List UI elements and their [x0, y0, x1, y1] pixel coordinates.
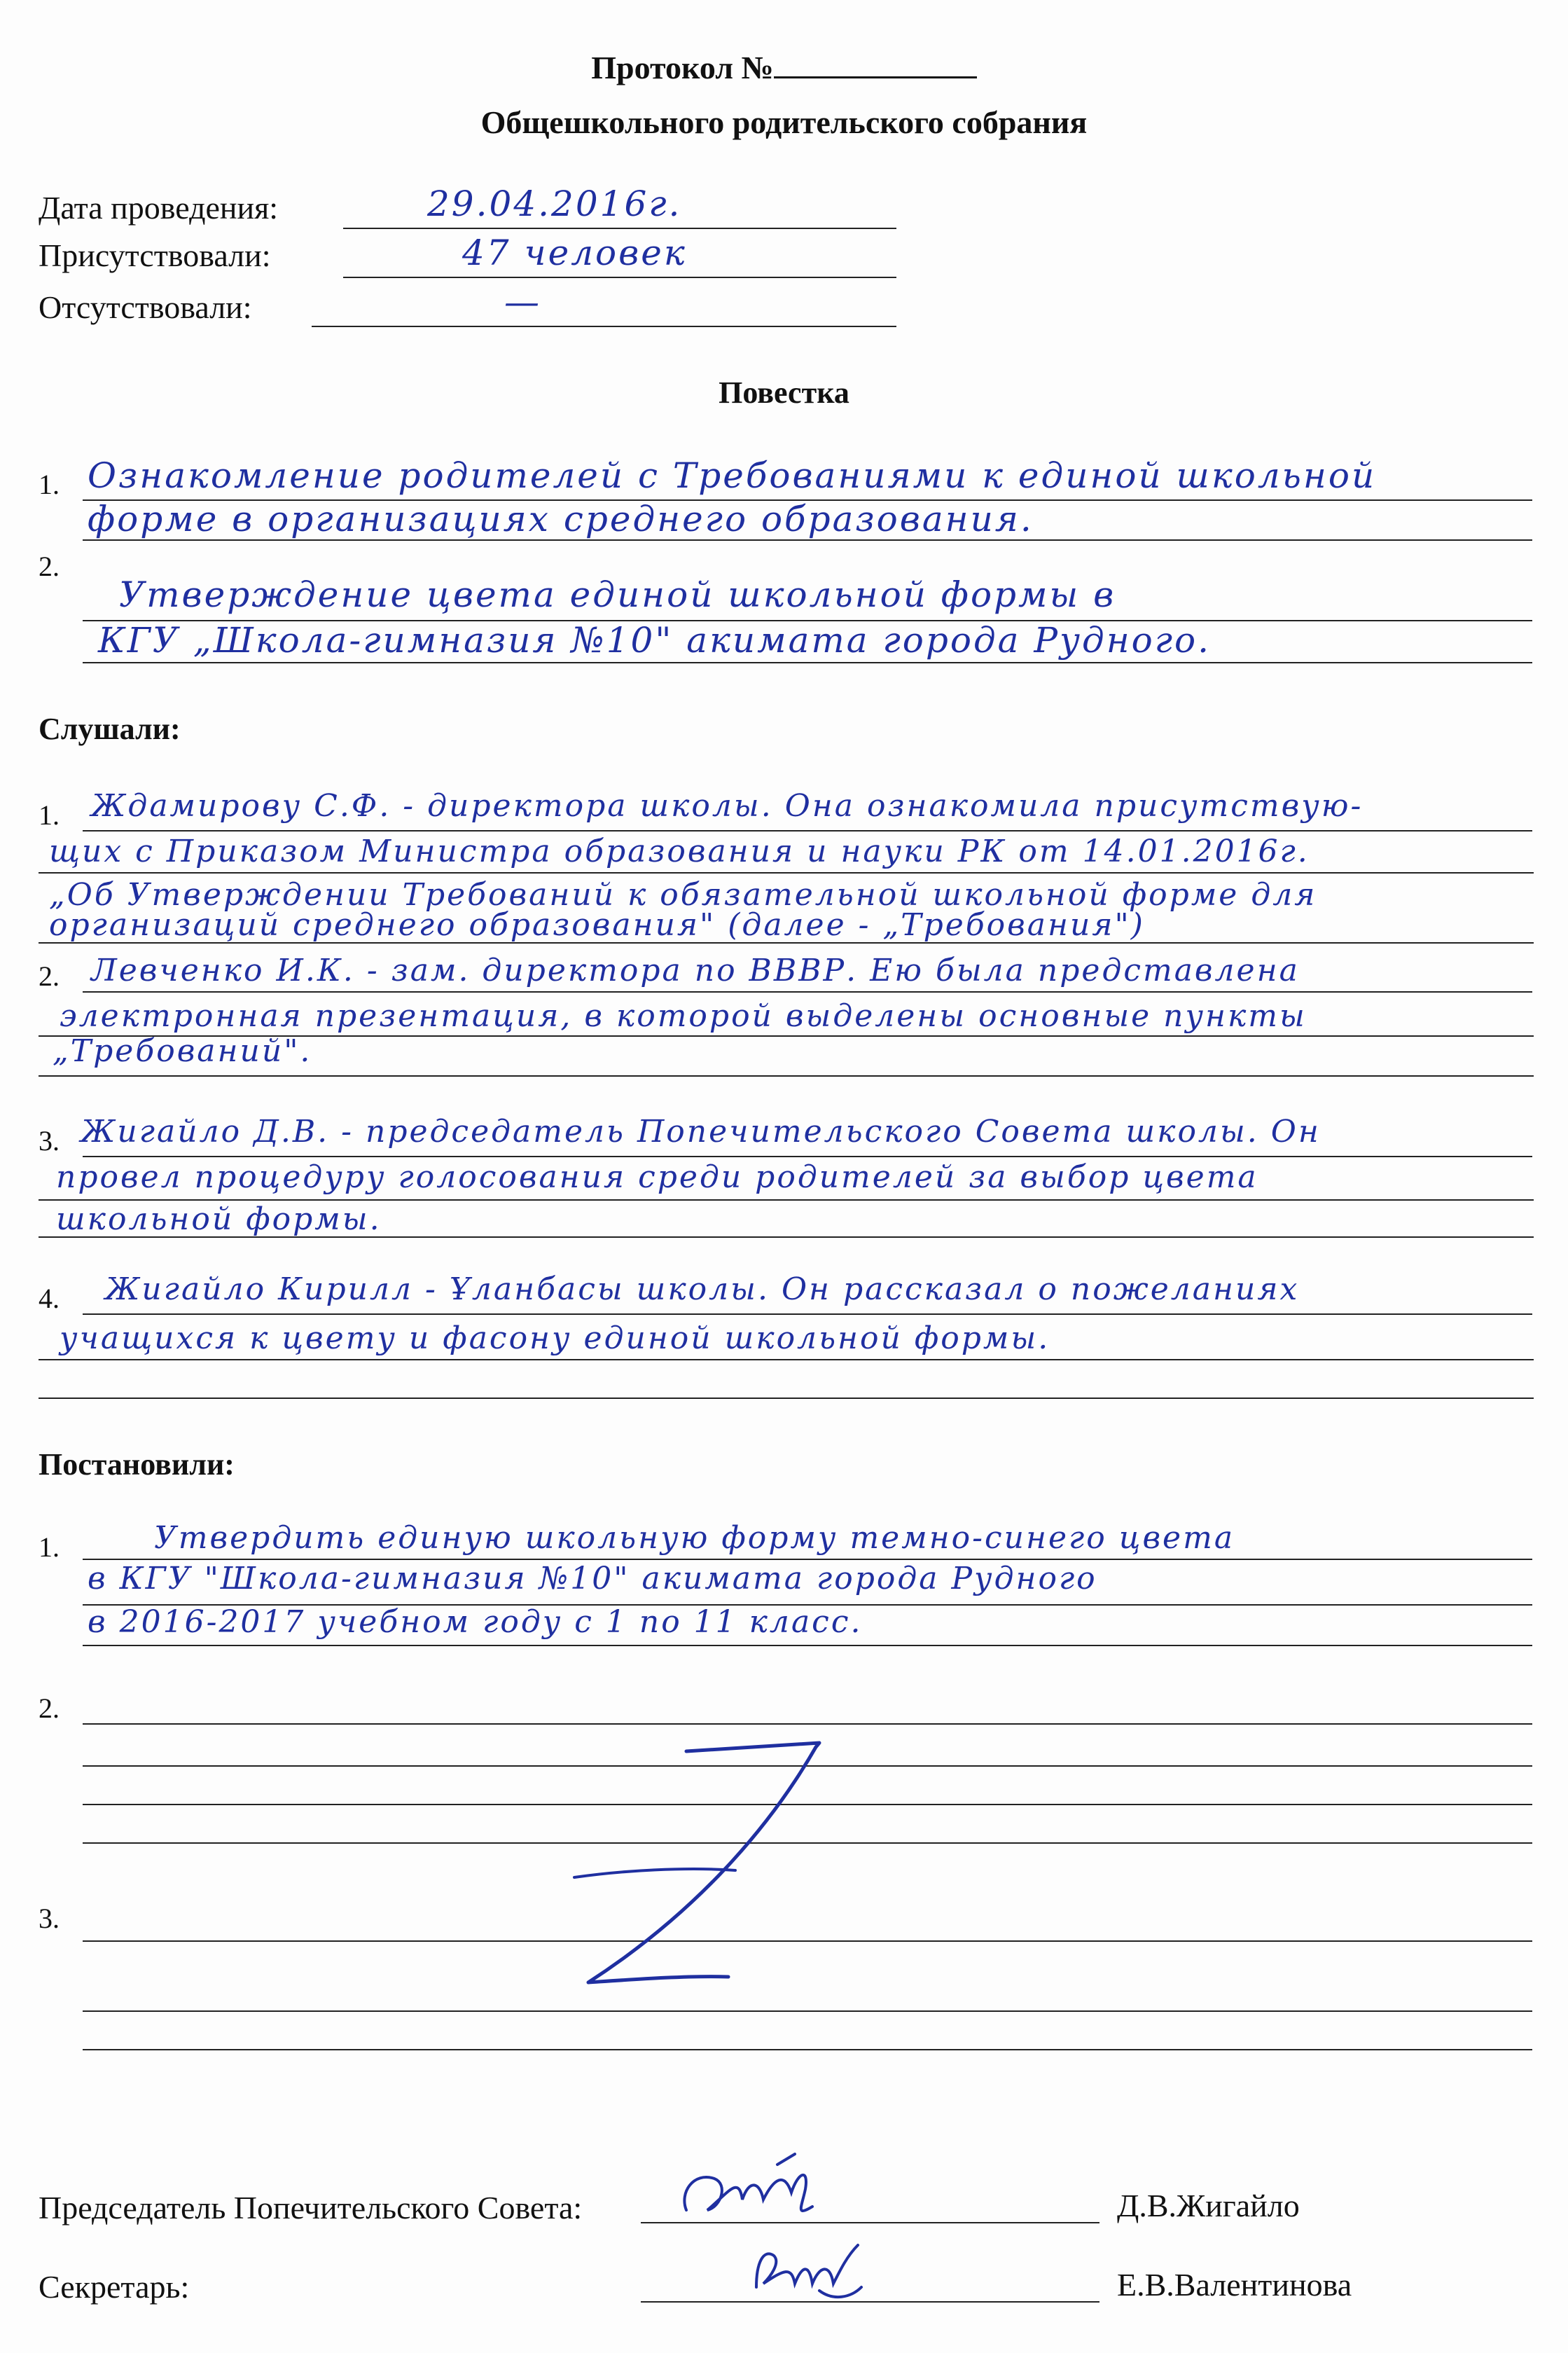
- resolved-heading: Постановили:: [39, 1447, 235, 1482]
- agenda-item-2-line-2: КГУ „Школа-гимназия №10" акимата города Рудного.: [98, 620, 1212, 661]
- chairman-label: Председатель Попечительского Совета:: [39, 2190, 583, 2226]
- heard-rule: [83, 1156, 1532, 1157]
- resolved-item-1-line-1: Утвердить единую школьную форму темно-синего цвета: [154, 1520, 1235, 1556]
- protocol-number-blank: [774, 50, 977, 78]
- agenda-item-2-line-1: Утверждение цвета единой школьной формы в: [119, 574, 1116, 615]
- heard-item-3-line-2: провел процедуру голосования среди родителей за выбор цвета: [56, 1159, 1258, 1195]
- heard-item-2-line-2: электронная презентация, в которой выделены основные пункты: [60, 998, 1307, 1034]
- heard-item-3-line-3: школьной формы.: [56, 1201, 382, 1237]
- agenda-item-1-line-1: Ознакомление родителей с Требованиями к единой школьной: [88, 455, 1377, 496]
- heard-item-2-line-1: Левченко И.К. - зам. директора по ВВВР. Ею была представлена: [91, 953, 1300, 988]
- agenda-rule: [83, 662, 1532, 663]
- absent-value: —: [504, 282, 541, 322]
- meeting-title: Общешкольного родительского собрания: [480, 104, 1088, 140]
- heard-rule: [39, 1199, 1534, 1201]
- strikeout-mark: [546, 1730, 854, 2024]
- resolved-item-1-line-2: в КГУ "Школа-гимназия №10" акимата города Рудного: [88, 1561, 1097, 1596]
- absent-line: [312, 326, 896, 327]
- heard-rule: [39, 1075, 1534, 1077]
- present-label: Присутствовали:: [39, 237, 271, 273]
- heard-rule: [39, 1359, 1534, 1360]
- heard-rule: [83, 830, 1532, 832]
- protocol-label: Протокол №: [591, 50, 774, 85]
- heard-item-4-line-1: Жигайло Кирилл - Ұланбасы школы. Он рассказал о пожеланиях: [105, 1271, 1300, 1307]
- date-label: Дата проведения:: [39, 190, 279, 226]
- heard-rule: [83, 991, 1532, 993]
- present-line: [343, 277, 896, 278]
- heard-item-1-line-1: Ждамирову С.Ф. - директора школы. Она ознакомила присутствую-: [91, 788, 1364, 824]
- heard-item-1-line-4: организаций среднего образования" (далее - „Требования"): [49, 907, 1145, 943]
- heard-number-1: 1.: [39, 799, 60, 831]
- resolved-number-3: 3.: [39, 1903, 60, 1934]
- agenda-number-2: 2.: [39, 551, 60, 582]
- heard-item-2-line-3: „Требований".: [53, 1033, 312, 1069]
- heard-item-4-line-2: учащихся к цвету и фасону единой школьной формы.: [60, 1320, 1050, 1356]
- heard-item-1-line-3: „Об Утверждении Требований к обязательной школьной форме для: [49, 877, 1317, 913]
- secretary-label: Секретарь:: [39, 2269, 190, 2305]
- heard-item-3-line-1: Жигайло Д.В. - председатель Попечительского Совета школы. Он: [81, 1114, 1321, 1150]
- heard-rule: [39, 1398, 1534, 1399]
- heard-rule: [39, 1236, 1534, 1238]
- chairman-name: Д.В.Жигайло: [1117, 2188, 1300, 2223]
- heard-rule: [39, 872, 1534, 874]
- heard-number-3: 3.: [39, 1125, 60, 1157]
- heard-item-1-line-2: щих с Приказом Министра образования и науки РК от 14.01.2016г.: [49, 834, 1310, 869]
- agenda-heading: Повестка: [719, 375, 849, 410]
- resolved-rule: [83, 1723, 1532, 1725]
- date-value: 29.04.2016г.: [427, 184, 682, 224]
- agenda-rule: [83, 539, 1532, 541]
- secretary-signature: [735, 2235, 875, 2305]
- resolved-rule: [83, 1645, 1532, 1646]
- heard-rule: [39, 942, 1534, 944]
- heard-number-2: 2.: [39, 960, 60, 992]
- resolved-rule: [83, 2049, 1532, 2050]
- heard-heading: Слушали:: [39, 712, 181, 746]
- absent-label: Отсутствовали:: [39, 289, 252, 325]
- protocol-title: [0, 49, 1568, 86]
- date-line: [343, 228, 896, 229]
- chairman-signature: [672, 2151, 840, 2228]
- resolved-item-1-line-3: в 2016-2017 учебном году с 1 по 11 класс.: [88, 1604, 863, 1640]
- resolved-rule: [83, 1559, 1532, 1560]
- heard-number-4: 4.: [39, 1283, 60, 1314]
- resolved-number-2: 2.: [39, 1692, 60, 1724]
- resolved-number-1: 1.: [39, 1531, 60, 1563]
- present-value: 47 человек: [462, 233, 687, 273]
- agenda-number-1: 1.: [39, 469, 60, 500]
- heard-rule: [83, 1313, 1532, 1315]
- agenda-item-1-line-2: форме в организациях среднего образования.: [88, 499, 1034, 539]
- secretary-name: Е.В.Валентинова: [1117, 2267, 1352, 2303]
